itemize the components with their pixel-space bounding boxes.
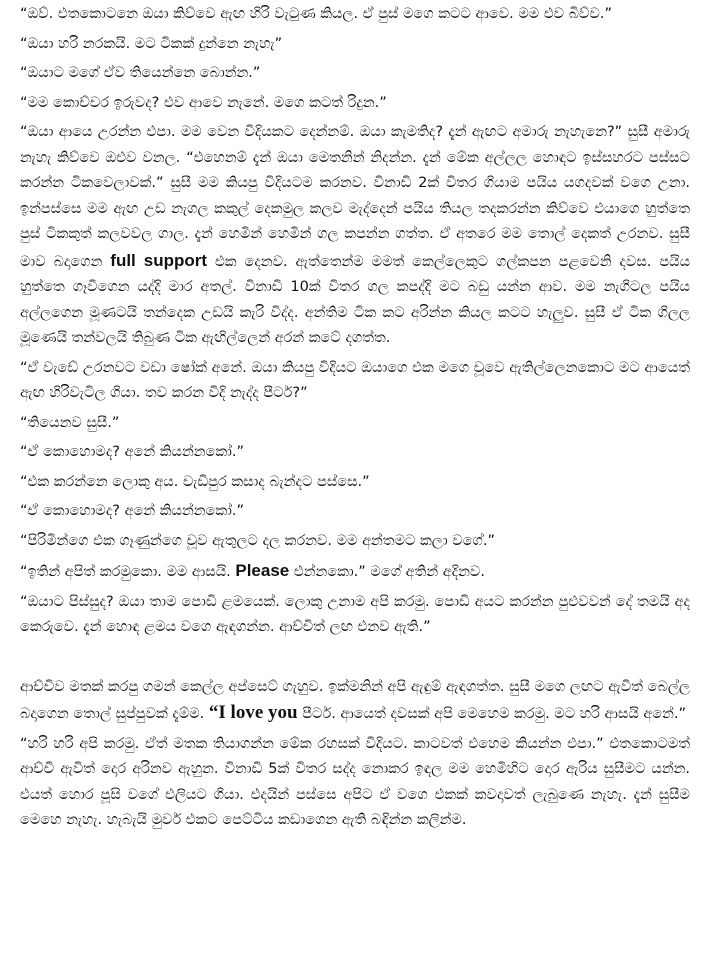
paragraph: “ඔයා ආයෙ උරන්න එපා. මම වෙන විදියකට දෙන්නම්. ඔයා කැමතිද? දැන් ඇඟට අමාරු නැහැනෙ?” සුසී අමාරු නැහැ කිව්වෙ ඔළුව වනල. “එහෙනම් දැන් ඔයා මෙතනින් නිදන්න. දැන් මේක අල්ලල හොඳට ඉස්සහරට පස්සට කරන්න ටිකවෙලාවක්.” සුසී මම කියපු විදියටම කරනව. විනාඩි 2ක් විතර ගියාම පයිය යගදවක් වගෙ උනා. ඉන්පස්සෙ මම ඇඟ උඩ නැගල කකුල් දෙකමුල කලව මැද්දෙන් පයිය තියල තදකරන්න කිව්වෙ එයාගෙ හුත්තෙ පුස් ටිකකුත් කලවවල ගාල. දැන් හෙමින් හෙමින් ගල කපන්න ගත්ත. ඒ අතරෙ මම තොල් දෙකත් උරනව. සුසී මාව බදාගෙන full support එක දෙනව. ඇත්තෙන්ම මමත් කෙල්ලෙකුට ගල්කපන පළවෙනි දවස. පයිය හුත්තෙ ගෑවීගෙන යද්දි මාර අතල්. විනාඩි 10ක් විතර ගල කපද්දි මට බඩු යන්න ආව. මම නැගිටල පයිය අල්ලගෙන මූණටයි තන්දෙක උඩයි කැරි විද්ද. අන්තිම ටික කට අරින්න කියල කටට හැලුව. සුසී ඒ ටික ගිලල මූණෙයි තන්වලයි තිබුණ ටික ඇඟිල්ලෙන් අරන් කටේ දගත්ත. [20, 124, 690, 346]
paragraph: “ඔයාට මගේ ඒව තියෙන්නෙ බොන්න.” [20, 65, 261, 81]
paragraph: “මම කොච්චර ඉරුවද? එව ආවෙ නැනේ. මගෙ කටත් රිදුන.” [20, 94, 387, 111]
paragraph: “එක කරන්නෙ ලොකු අය. චැඩිපුර කසාද බැන්දට පස්සෙ.” [20, 473, 370, 490]
paragraph: “හරි හරි අපි කරමු. ඒත් මතක තියාගන්න මේක රහසක් විදියට. කාටවත් එහෙම කියන්න එපා.” එතකොටමත් ආච්චි ඇවිත් දොර අරිනව ඇහුන. විනාඩි 5ක් විතර සද්ද නොකර ඉඳල මම හෙමිහිට දොර ඇරිය සුසීමට යන්න. එයත් හොර පූසි වගේ එලියට ගියා. එදයින් පස්සෙ අපිට ඒ වගෙ එකක් කවදාවත් ලැබුණෙ නැහැ. දැන් සුසීම මෙහෙ නැහැ. හැබැයි මුවර් එකට පෙට්ටිය කඩාගෙන ඇති බඳින්න කලින්ම. [20, 735, 690, 828]
paragraph: “ඔයා හරි නරකයි. මට ටිකක් දුන්නෙ නැහැ” [20, 35, 283, 52]
paragraph: “ඔව්. එතකොටනෙ ඔයා කිව්වෙ ඇඟ හිරි වැටුණ කියල. ඒ පුස් මගෙ කටට ආවෙ. මම එව බිව්ව.” [20, 6, 613, 22]
paragraph: “ඉතින් අපිත් කරමුකො. මම ආසයි. Please එන්නකො.” මගේ අතින් අදිනව. [20, 561, 485, 580]
paragraph: “තියෙනව සුසී.” [20, 414, 120, 431]
paragraph: “ඔයාට පිස්සුද? ඔයා තාම පොඩි ළමයෙක්. ලොකු උනාම අපි කරමු. පොඩි අයට කරන්න පුළුවවන් දේ තමයි අද කෙරුවෙ. දැන් හොඳ ළමය වගෙ ඇඳගන්න. ආච්චිත් ලඟ එනව ඇති.” [20, 593, 690, 635]
english-emphasis: “I love you [208, 702, 298, 723]
paragraph: “පිරිමින්ගෙ එක ගෑණුන්ගෙ චූව ඇතුලට දල කරනව. මම අන්තමට කලා වගේ.” [20, 532, 496, 549]
english-emphasis: Please [235, 561, 290, 580]
paragraph: ආච්චිව මතක් කරපු ගමන් කෙල්ල අප්සෙට් ගැහුව. ඉක්මනින් අපි ඇඳුම් ඇඳගත්ත. සුසී මගෙ ලඟට ඇවිත් බෙල්ල බදාගෙන තොල් සුප්පුවක් දැම්ම. “I love you පීටර්. ආයෙත් දවසක් අපි මෙහෙම කරමු. මට හරි ආසයි අනේ.” [20, 678, 690, 723]
paragraph: “ඒ වැඩේ උරනවට වඩා ෂෝක් අනේ. ඔයා කියපු විදියට ඔයාගෙ එක මගෙ චූවෙ ඇතිල්ලෙනකොට මට ආයෙත් ඇඟ හිරිවැටිල ගියා. තව කරන විදි නැද්ද පීටර්?” [20, 359, 690, 401]
paragraph-gap [20, 645, 690, 675]
english-emphasis: full support [110, 250, 208, 270]
paragraph: “ඒ කොහොමද? අනේ කියන්නකෝ.” [20, 444, 245, 460]
paragraph: “ඒ කොහොමද? අනේ කියන්නකෝ.” [20, 503, 245, 519]
